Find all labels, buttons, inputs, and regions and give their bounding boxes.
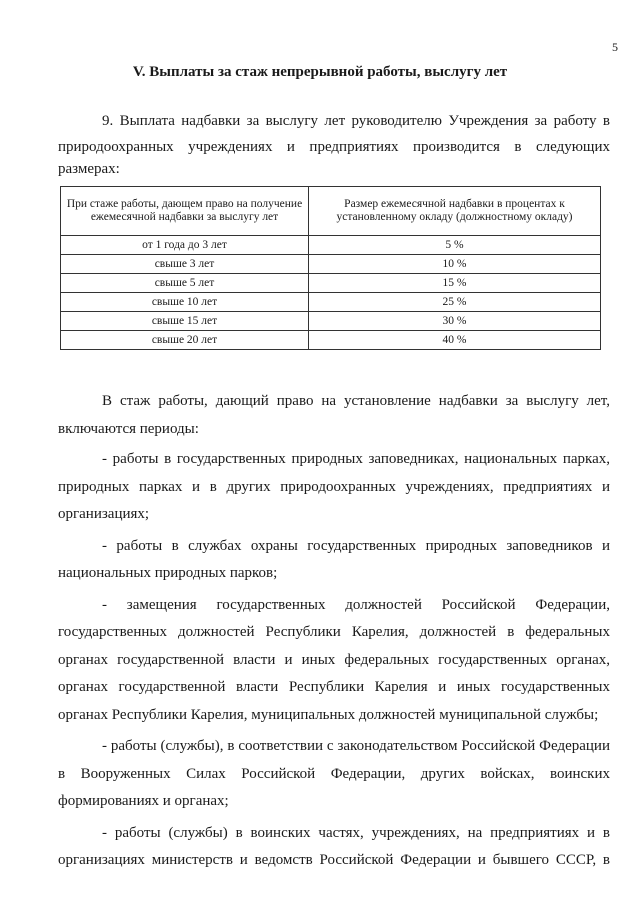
period-cell: свыше 15 лет (61, 312, 309, 331)
table-row (61, 255, 601, 274)
body-line: организациях министерств и ведомств Российской Федерации и бывшего СССР, в (58, 852, 610, 868)
intro-paragraph (58, 108, 610, 178)
body-line: природных парках и в других природоохранных учреждениях, предприятиях и (58, 478, 610, 495)
body-line: включаются периоды: (58, 420, 199, 437)
body-line: формированиях и органах; (58, 793, 229, 809)
seniority-rates-table (60, 186, 601, 350)
table-row (61, 293, 601, 312)
intro-line: размерах: (58, 161, 120, 177)
period-cell: свыше 5 лет (61, 274, 309, 293)
table-header-rate: Размер ежемесячной надбавки в процентах к установленному окладу (должностному окладу) (309, 187, 601, 236)
body-line: - работы (службы) в воинских частях, учреждениях, на предприятиях и в (102, 824, 610, 841)
rate-cell: 15 % (309, 274, 601, 293)
body-line: В стаж работы, дающий право на установление надбавки за выслугу лет, (102, 393, 610, 409)
table-header-row (61, 187, 601, 236)
page-number: 5 (612, 40, 618, 54)
rate-cell: 30 % (309, 312, 601, 331)
table-row (61, 236, 601, 255)
body-line: органах государственной власти Республики Карелия и иных государственных (58, 679, 610, 695)
intro-line: природоохранных учреждениях и предприятиях производится в следующих (58, 139, 610, 155)
body-line: государственных должностей Республики Карелия, должностей в федеральных (58, 624, 610, 640)
body-line: организациях; (58, 506, 150, 522)
body-line: органах государственной власти и иных федеральных государственных органах, (58, 651, 610, 668)
period-cell: свыше 20 лет (61, 331, 309, 350)
table-header-period: При стаже работы, дающем право на получение ежемесячной надбавки за выслугу лет (61, 187, 309, 236)
body-text (58, 388, 610, 875)
period-cell: свыше 3 лет (61, 255, 309, 274)
body-line: - работы в службах охраны государственных природных заповедников и (102, 537, 610, 554)
section-heading: V. Выплаты за стаж непрерывной работы, выслугу лет (132, 64, 508, 80)
body-line: - замещения государственных должностей Российской Федерации, (102, 596, 610, 613)
body-line: органах Республики Карелия, муниципальных должностей муниципальной службы; (58, 706, 599, 723)
rate-cell: 25 % (309, 293, 601, 312)
intro-line: 9. Выплата надбавки за выслугу лет руководителю Учреждения за работу в (102, 113, 610, 129)
body-line: национальных природных парков; (58, 565, 278, 581)
body-line: в Вооруженных Силах Российской Федерации, других войсках, воинских (58, 765, 610, 782)
rate-cell: 5 % (309, 236, 601, 255)
period-cell: свыше 10 лет (61, 293, 309, 312)
table-row (61, 331, 601, 350)
body-line: - работы в государственных природных заповедниках, национальных парках, (102, 451, 610, 467)
period-cell: от 1 года до 3 лет (61, 236, 309, 255)
rate-cell: 40 % (309, 331, 601, 350)
table-row (61, 312, 601, 331)
rate-cell: 10 % (309, 255, 601, 274)
body-line: - работы (службы), в соответствии с законодательством Российской Федерации (102, 738, 610, 754)
table-row (61, 274, 601, 293)
